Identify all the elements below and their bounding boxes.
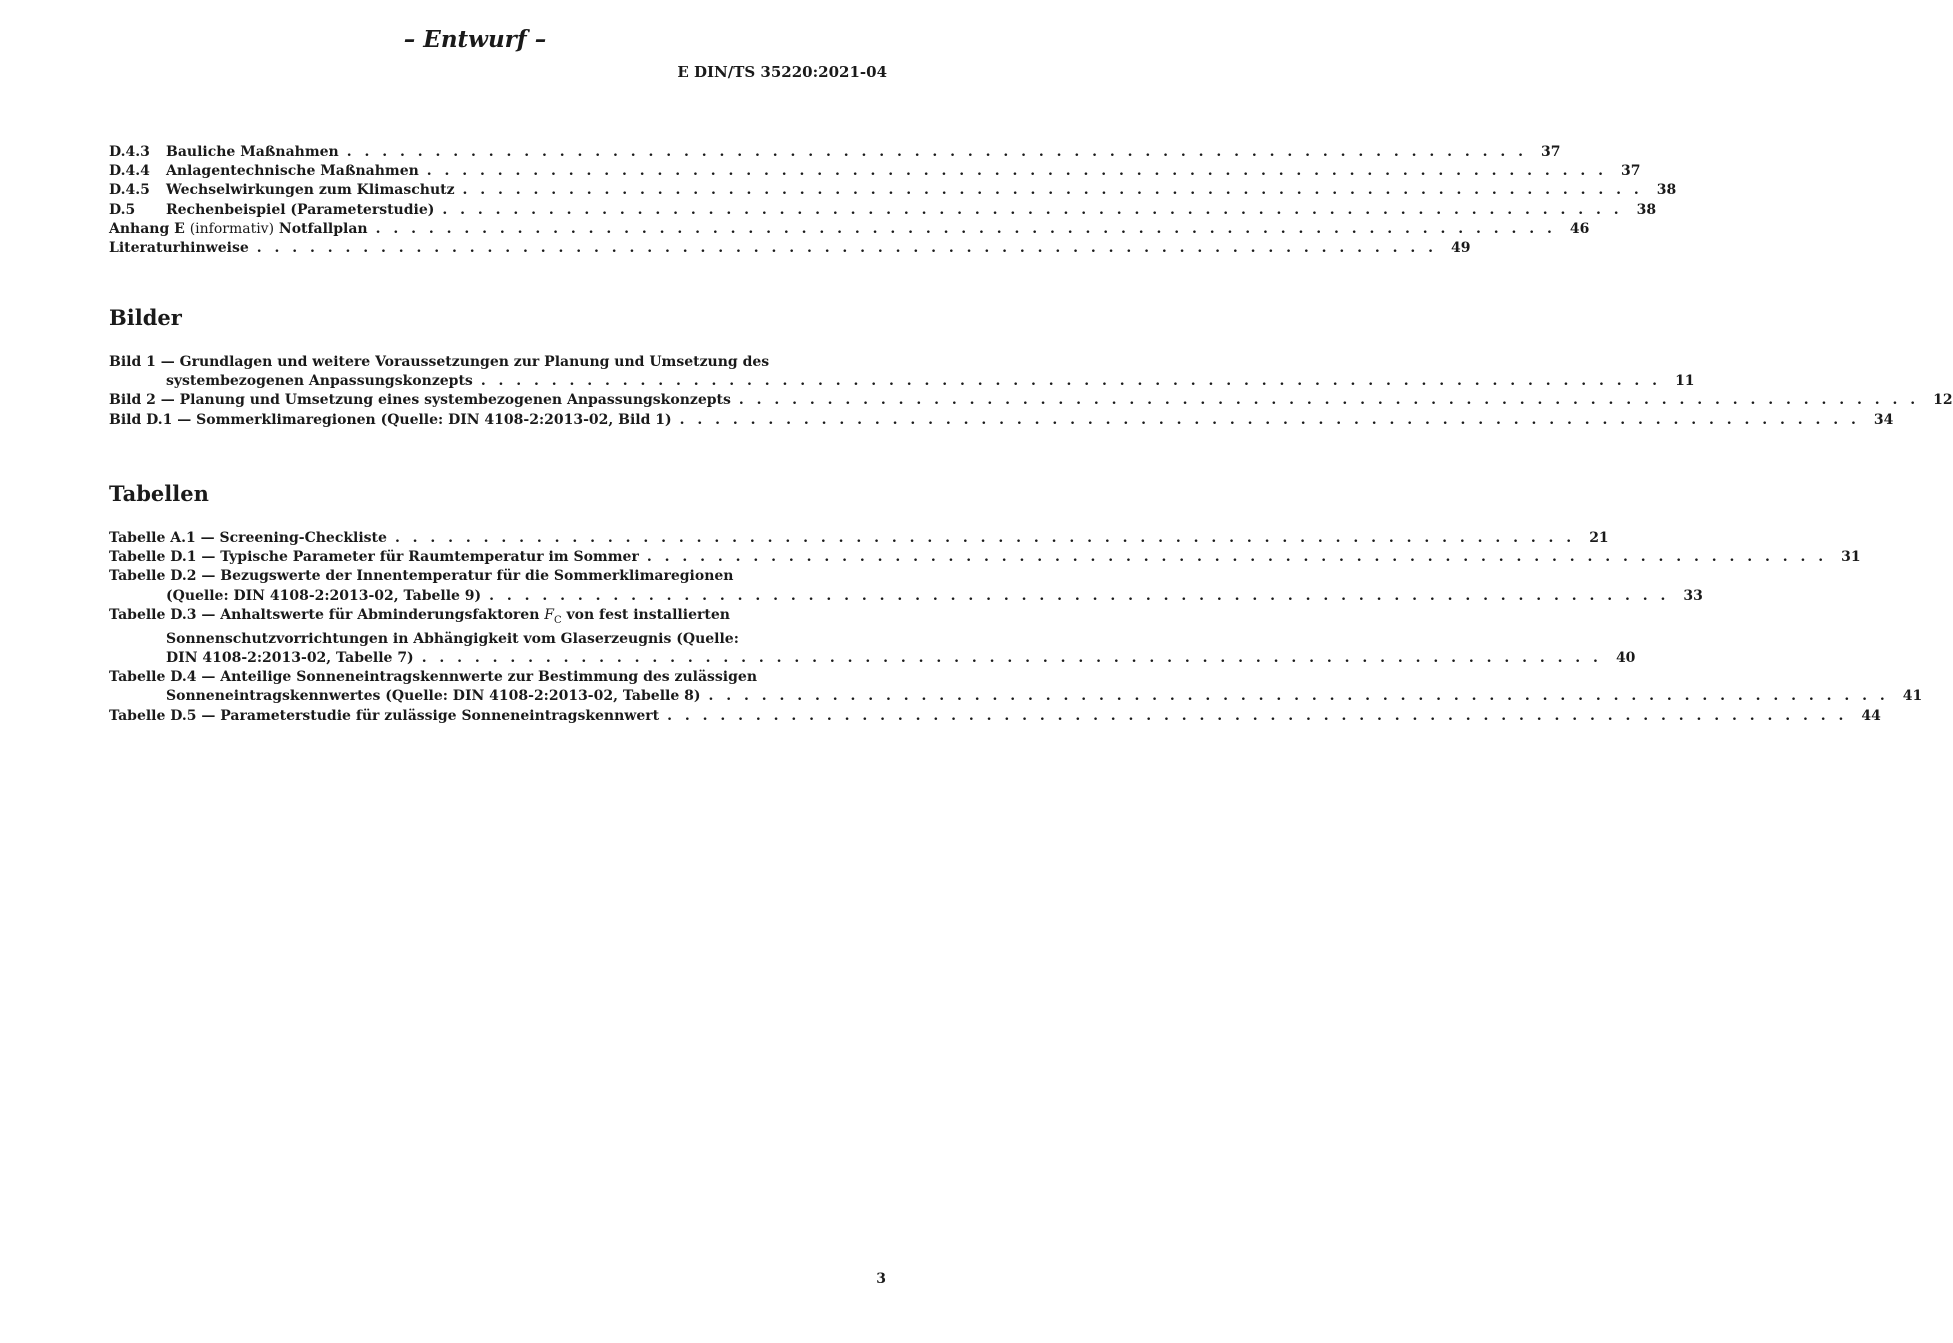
- table-entry[interactable]: [109, 548, 1861, 567]
- toc-entry-page: 38: [1656, 182, 1677, 199]
- toc-entry[interactable]: [109, 201, 1657, 220]
- figure-entry[interactable]: [109, 411, 1894, 430]
- table-entry-title-cont: Sonneneintragskennwertes (Quelle: DIN 4108-2:2013-02, Tabelle 8): [166, 688, 701, 705]
- table-entry-title: [109, 606, 886, 630]
- toc-entry-number: D.4.5: [109, 182, 150, 199]
- table-entry-title: Tabelle A.1 — Screening-Checkliste: [109, 530, 387, 546]
- fc-symbol-subscript: C: [553, 614, 562, 626]
- toc-entry-title: Bauliche Maßnahmen: [166, 144, 339, 160]
- toc-entry-page: 37: [1621, 163, 1641, 180]
- table-entry[interactable]: [109, 707, 1881, 726]
- leader-dots: . . . . . . . . . . . . . . . . . . . . . . . . . . . . . . . . . . . . . . . . . . . . . . . . . . . . . . . . . . . . . . . . . . .: [489, 587, 1670, 604]
- toc-entry-number: D.4.4: [109, 163, 150, 180]
- leader-dots: . . . . . . . . . . . . . . . . . . . . . . . . . . . . . . . . . . . . . . . . . . . . . . . . . . . . . . . . . . . . . . . . . . .: [708, 688, 1889, 705]
- table-entry-title-post: von fest installierten: [566, 606, 730, 623]
- table-entry[interactable]: [109, 529, 1609, 548]
- table-entry-title: Tabelle D.4 — Anteilige Sonneneintragskennwerte zur Bestimmung des zulässigen: [109, 669, 757, 686]
- figure-entry-page: 11: [1675, 373, 1695, 390]
- table-entry-page: 21: [1589, 530, 1609, 546]
- toc-entry[interactable]: [109, 181, 1677, 200]
- figure-entry-title-cont: systembezogenen Anpassungskonzepts: [166, 373, 473, 390]
- figure-entry-title: Bild 2 — Planung und Umsetzung eines systembezogenen Anpassungskonzepts: [109, 392, 731, 409]
- leader-dots: . . . . . . . . . . . . . . . . . . . . . . . . . . . . . . . . . . . . . . . . . . . . . . . . . . . . . . . . . . . . . . . . . . .: [394, 530, 1576, 546]
- leader-dots: . . . . . . . . . . . . . . . . . . . . . . . . . . . . . . . . . . . . . . . . . . . . . . . . . . . . . . . . . . . . . . . . . . .: [375, 220, 1556, 237]
- toc-entry-page: 37: [1541, 144, 1561, 160]
- toc-entry-number: D.4.3: [109, 144, 150, 160]
- leader-dots: . . . . . . . . . . . . . . . . . . . . . . . . . . . . . . . . . . . . . . . . . . . . . . . . . . . . . . . . . . . . . . . . . . .: [442, 201, 1623, 218]
- table-entry-page: 31: [1841, 549, 1861, 566]
- table-entry-page: 40: [1615, 650, 1636, 667]
- table-entry-page: 33: [1683, 587, 1703, 604]
- toc-entry[interactable]: [109, 239, 1471, 258]
- table-entry[interactable]: [109, 668, 1923, 706]
- toc-entry-title: Wechselwirkungen zum Klimaschutz: [166, 182, 455, 199]
- leader-dots: . . . . . . . . . . . . . . . . . . . . . . . . . . . . . . . . . . . . . . . . . . . . . . . . . . . . . . . . . . . . . . . . . . .: [480, 373, 1662, 390]
- figure-entry-page: 12: [1933, 392, 1953, 409]
- leader-dots: . . . . . . . . . . . . . . . . . . . . . . . . . . . . . . . . . . . . . . . . . . . . . . . . . . . . . . . . . . . . . . . . . . .: [346, 144, 1527, 160]
- leader-dots: . . . . . . . . . . . . . . . . . . . . . . . . . . . . . . . . . . . . . . . . . . . . . . . . . . . . . . . . . . . . . . . . . . .: [679, 411, 1860, 428]
- draft-label: – Entwurf –: [403, 26, 547, 53]
- leader-dots: . . . . . . . . . . . . . . . . . . . . . . . . . . . . . . . . . . . . . . . . . . . . . . . . . . . . . . . . . . . . . . . . . . .: [738, 392, 1920, 409]
- figures-list: [109, 353, 1953, 430]
- figure-entry-title: Bild D.1 — Sommerklimaregionen (Quelle: DIN 4108-2:2013-02, Bild 1): [109, 411, 672, 428]
- figure-entry-page: 34: [1873, 411, 1894, 428]
- toc-entry[interactable]: [109, 143, 1561, 162]
- figures-heading: Bilder: [109, 305, 182, 330]
- table-entry-title-cont: (Quelle: DIN 4108-2:2013-02, Tabelle 9): [166, 587, 482, 604]
- toc-entry-title: Literaturhinweise: [109, 240, 249, 257]
- toc-entry-title: Rechenbeispiel (Parameterstudie): [166, 201, 435, 218]
- table-entry-title: Tabelle D.5 — Parameterstudie für zulässige Sonneneintragskennwert: [109, 707, 660, 724]
- leader-dots: . . . . . . . . . . . . . . . . . . . . . . . . . . . . . . . . . . . . . . . . . . . . . . . . . . . . . . . . . . . . . . . . . . .: [646, 549, 1828, 566]
- table-entry[interactable]: [109, 606, 1636, 668]
- figure-entry-title: Bild 1 — Grundlagen und weitere Voraussetzungen zur Planung und Umsetzung des: [109, 354, 770, 370]
- toc-entry-number: D.5: [109, 201, 136, 218]
- toc-entry-page: 49: [1451, 240, 1471, 257]
- leader-dots: . . . . . . . . . . . . . . . . . . . . . . . . . . . . . . . . . . . . . . . . . . . . . . . . . . . . . . . . . . . . . . . . . . .: [426, 163, 1608, 180]
- figure-entry[interactable]: [109, 353, 1695, 391]
- table-entry-page: 41: [1902, 688, 1923, 705]
- annex-label: Anhang E: [109, 220, 185, 237]
- table-entry-title-cont: DIN 4108-2:2013-02, Tabelle 7): [166, 650, 414, 667]
- toc-entry-title: Anlagentechnische Maßnahmen: [166, 163, 419, 180]
- leader-dots: . . . . . . . . . . . . . . . . . . . . . . . . . . . . . . . . . . . . . . . . . . . . . . . . . . . . . . . . . . . . . . . . . . .: [256, 240, 1437, 257]
- fc-symbol-letter: F: [544, 606, 554, 623]
- table-entry-page: 44: [1861, 707, 1881, 724]
- annex-title: Notfallplan: [278, 220, 368, 237]
- table-entry-title: Tabelle D.1 — Typische Parameter für Raumtemperatur im Sommer: [109, 549, 639, 566]
- toc-list: [109, 143, 1677, 258]
- fc-symbol: [544, 606, 562, 626]
- table-entry-title-cont: Sonnenschutzvorrichtungen in Abhängigkeit vom Glaserzeugnis (Quelle:: [166, 630, 739, 647]
- table-entry[interactable]: [109, 567, 1703, 605]
- annex-type: (informativ): [189, 220, 275, 237]
- leader-dots: . . . . . . . . . . . . . . . . . . . . . . . . . . . . . . . . . . . . . . . . . . . . . . . . . . . . . . . . . . . . . . . . . . .: [462, 182, 1643, 199]
- table-entry-title: Tabelle D.2 — Bezugswerte der Innentemperatur für die Sommerklimaregionen: [109, 568, 734, 585]
- leader-dots: . . . . . . . . . . . . . . . . . . . . . . . . . . . . . . . . . . . . . . . . . . . . . . . . . . . . . . . . . . . . . . . . . . .: [421, 650, 1602, 667]
- figure-entry[interactable]: [109, 391, 1953, 410]
- document-id: E DIN/TS 35220:2021-04: [677, 63, 887, 81]
- leader-dots: . . . . . . . . . . . . . . . . . . . . . . . . . . . . . . . . . . . . . . . . . . . . . . . . . . . . . . . . . . . . . . . . . . .: [667, 707, 1848, 724]
- toc-entry[interactable]: [109, 162, 1641, 181]
- table-entry-title-pre: Tabelle D.3 — Anhaltswerte für Abminderungsfaktoren: [109, 606, 540, 623]
- page-number: 3: [876, 1271, 886, 1287]
- tables-list: [109, 529, 1923, 726]
- tables-heading: Tabellen: [109, 481, 209, 506]
- toc-entry-page: 38: [1636, 201, 1657, 218]
- toc-entry-annex[interactable]: [109, 220, 1590, 239]
- toc-entry-page: 46: [1569, 220, 1590, 237]
